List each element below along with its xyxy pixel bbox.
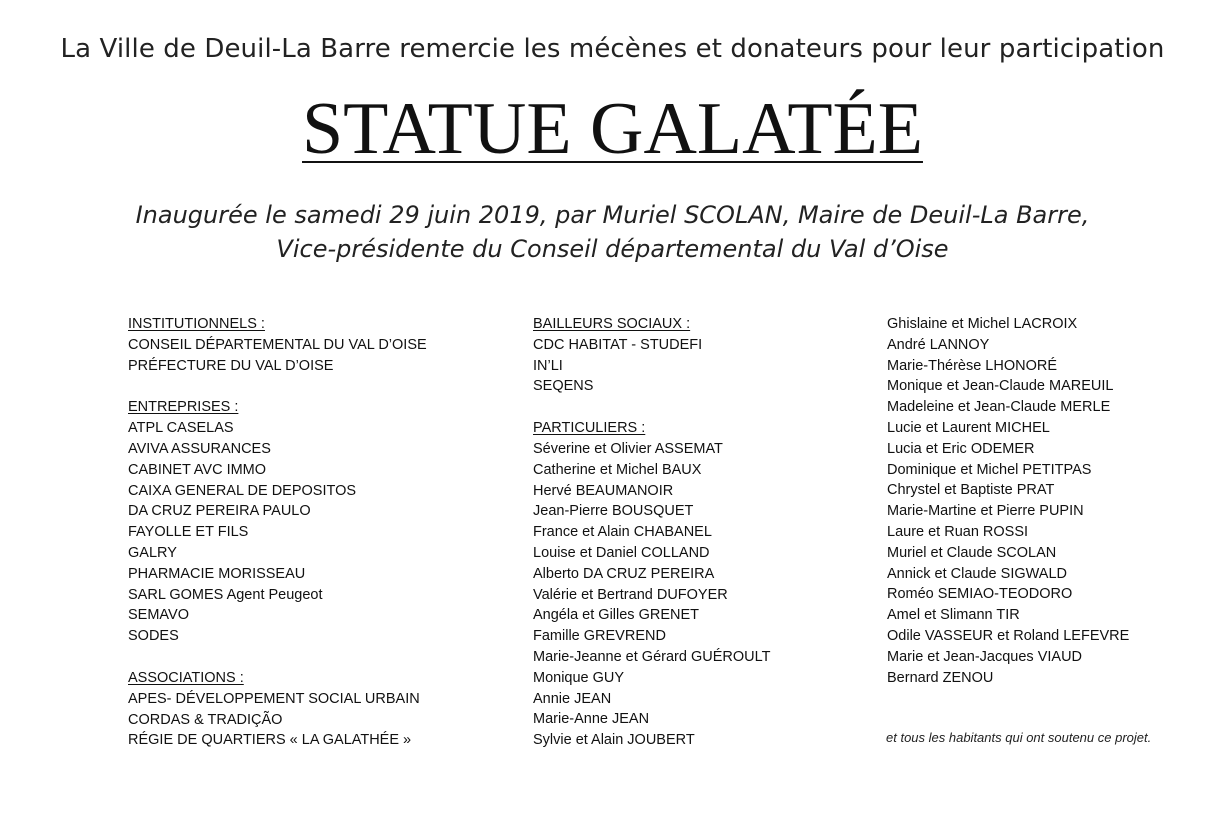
heading-associations: ASSOCIATIONS : xyxy=(128,669,244,686)
list-particuliers xyxy=(533,439,863,751)
list-item: FAYOLLE ET FILS xyxy=(128,524,249,541)
list-item: Laure et Ruan ROSSI xyxy=(887,523,1029,540)
heading-entreprises: ENTREPRISES : xyxy=(128,399,239,416)
list-item: Dominique et Michel PETITPAS xyxy=(887,461,1092,478)
list-item: IN’LI xyxy=(533,357,563,374)
column-right xyxy=(887,314,1217,688)
list-item: CDC HABITAT - STUDEFI xyxy=(533,336,703,353)
list-item: Famille GREVREND xyxy=(533,628,666,645)
list-item: APES- DÉVELOPPEMENT SOCIAL URBAIN xyxy=(128,690,420,707)
list-item: DA CRUZ PEREIRA PAULO xyxy=(128,503,311,520)
list-item: RÉGIE DE QUARTIERS « LA GALATHÉE » xyxy=(128,732,412,749)
title-text: STATUE GALATÉE xyxy=(302,88,923,170)
list-item: Bernard ZENOU xyxy=(887,669,994,686)
list-item: Amel et Slimann TIR xyxy=(887,607,1020,624)
list-item: Marie-Thérèse LHONORÉ xyxy=(887,357,1058,374)
heading-institutionnels: INSTITUTIONNELS : xyxy=(128,316,265,332)
list-item: CONSEIL DÉPARTEMENTAL DU VAL D’OISE xyxy=(128,336,427,353)
list-item: Alberto DA CRUZ PEREIRA xyxy=(533,565,715,582)
list-item: Hervé BEAUMANOIR xyxy=(533,482,674,499)
list-associations xyxy=(128,689,488,751)
list-item: AVIVA ASSURANCES xyxy=(128,440,271,457)
inauguration-line-2: Vice-présidente du Conseil départemental du Val d’Oise xyxy=(276,235,949,263)
closing-note: et tous les habitants qui ont soutenu ce projet. xyxy=(886,730,1152,745)
list-item: Marie-Martine et Pierre PUPIN xyxy=(887,503,1084,520)
list-item: Annick et Claude SIGWALD xyxy=(887,565,1067,582)
list-item: Roméo SEMIAO-TEODORO xyxy=(887,586,1073,603)
list-item: CABINET AVC IMMO xyxy=(128,461,267,478)
list-item: PHARMACIE MORISSEAU xyxy=(128,565,306,582)
list-item: Marie et Jean-Jacques VIAUD xyxy=(887,648,1083,665)
list-particuliers-continued xyxy=(887,314,1217,688)
list-item: Sylvie et Alain JOUBERT xyxy=(533,732,695,749)
column-middle xyxy=(533,314,863,751)
heading-particuliers: PARTICULIERS : xyxy=(533,420,646,437)
list-item: Catherine et Michel BAUX xyxy=(533,461,702,478)
list-item: SARL GOMES Agent Peugeot xyxy=(128,586,323,603)
list-item: Annie JEAN xyxy=(533,690,612,707)
list-item: Marie-Jeanne et Gérard GUÉROULT xyxy=(533,648,771,665)
inauguration-line-1: Inaugurée le samedi 29 juin 2019, par Muriel SCOLAN, Maire de Deuil-La Barre, xyxy=(135,201,1090,229)
list-item: Monique et Jean-Claude MAREUIL xyxy=(887,378,1114,395)
list-item: SEQENS xyxy=(533,378,594,395)
page-title xyxy=(0,88,1225,170)
list-item: Muriel et Claude SCOLAN xyxy=(887,544,1057,561)
list-item: Monique GUY xyxy=(533,669,625,686)
list-item: France et Alain CHABANEL xyxy=(533,524,712,541)
list-item: GALRY xyxy=(128,544,177,561)
list-institutionnels xyxy=(128,335,488,377)
column-left xyxy=(128,314,488,751)
list-item: Jean-Pierre BOUSQUET xyxy=(533,503,694,520)
list-item: Madeleine et Jean-Claude MERLE xyxy=(887,399,1111,416)
heading-bailleurs-sociaux: BAILLEURS SOCIAUX : xyxy=(533,316,691,332)
list-item: Angéla et Gilles GRENET xyxy=(533,607,700,624)
list-bailleurs-sociaux xyxy=(533,335,863,397)
list-item: André LANNOY xyxy=(887,336,990,353)
thanks-line: La Ville de Deuil-La Barre remercie les mécènes et donateurs pour leur participation xyxy=(60,34,1165,64)
list-entreprises xyxy=(128,418,488,647)
list-item: Odile VASSEUR et Roland LEFEVRE xyxy=(887,627,1130,644)
inauguration-text xyxy=(0,198,1225,266)
list-item: ATPL CASELAS xyxy=(128,420,234,437)
list-item: Louise et Daniel COLLAND xyxy=(533,544,710,561)
list-item: PRÉFECTURE DU VAL D’OISE xyxy=(128,357,334,374)
list-item: Marie-Anne JEAN xyxy=(533,711,650,728)
list-item: Valérie et Bertrand DUFOYER xyxy=(533,586,728,603)
list-item: Lucia et Eric ODEMER xyxy=(887,440,1035,457)
list-item: Chrystel et Baptiste PRAT xyxy=(887,482,1055,499)
list-item: CORDAS & TRADIÇÃO xyxy=(128,711,283,728)
list-item: SODES xyxy=(128,628,179,645)
list-item: Lucie et Laurent MICHEL xyxy=(887,419,1050,436)
list-item: Séverine et Olivier ASSEMAT xyxy=(533,440,723,457)
list-item: Ghislaine et Michel LACROIX xyxy=(887,316,1078,332)
list-item: CAIXA GENERAL DE DEPOSITOS xyxy=(128,482,357,499)
list-item: SEMAVO xyxy=(128,607,189,624)
